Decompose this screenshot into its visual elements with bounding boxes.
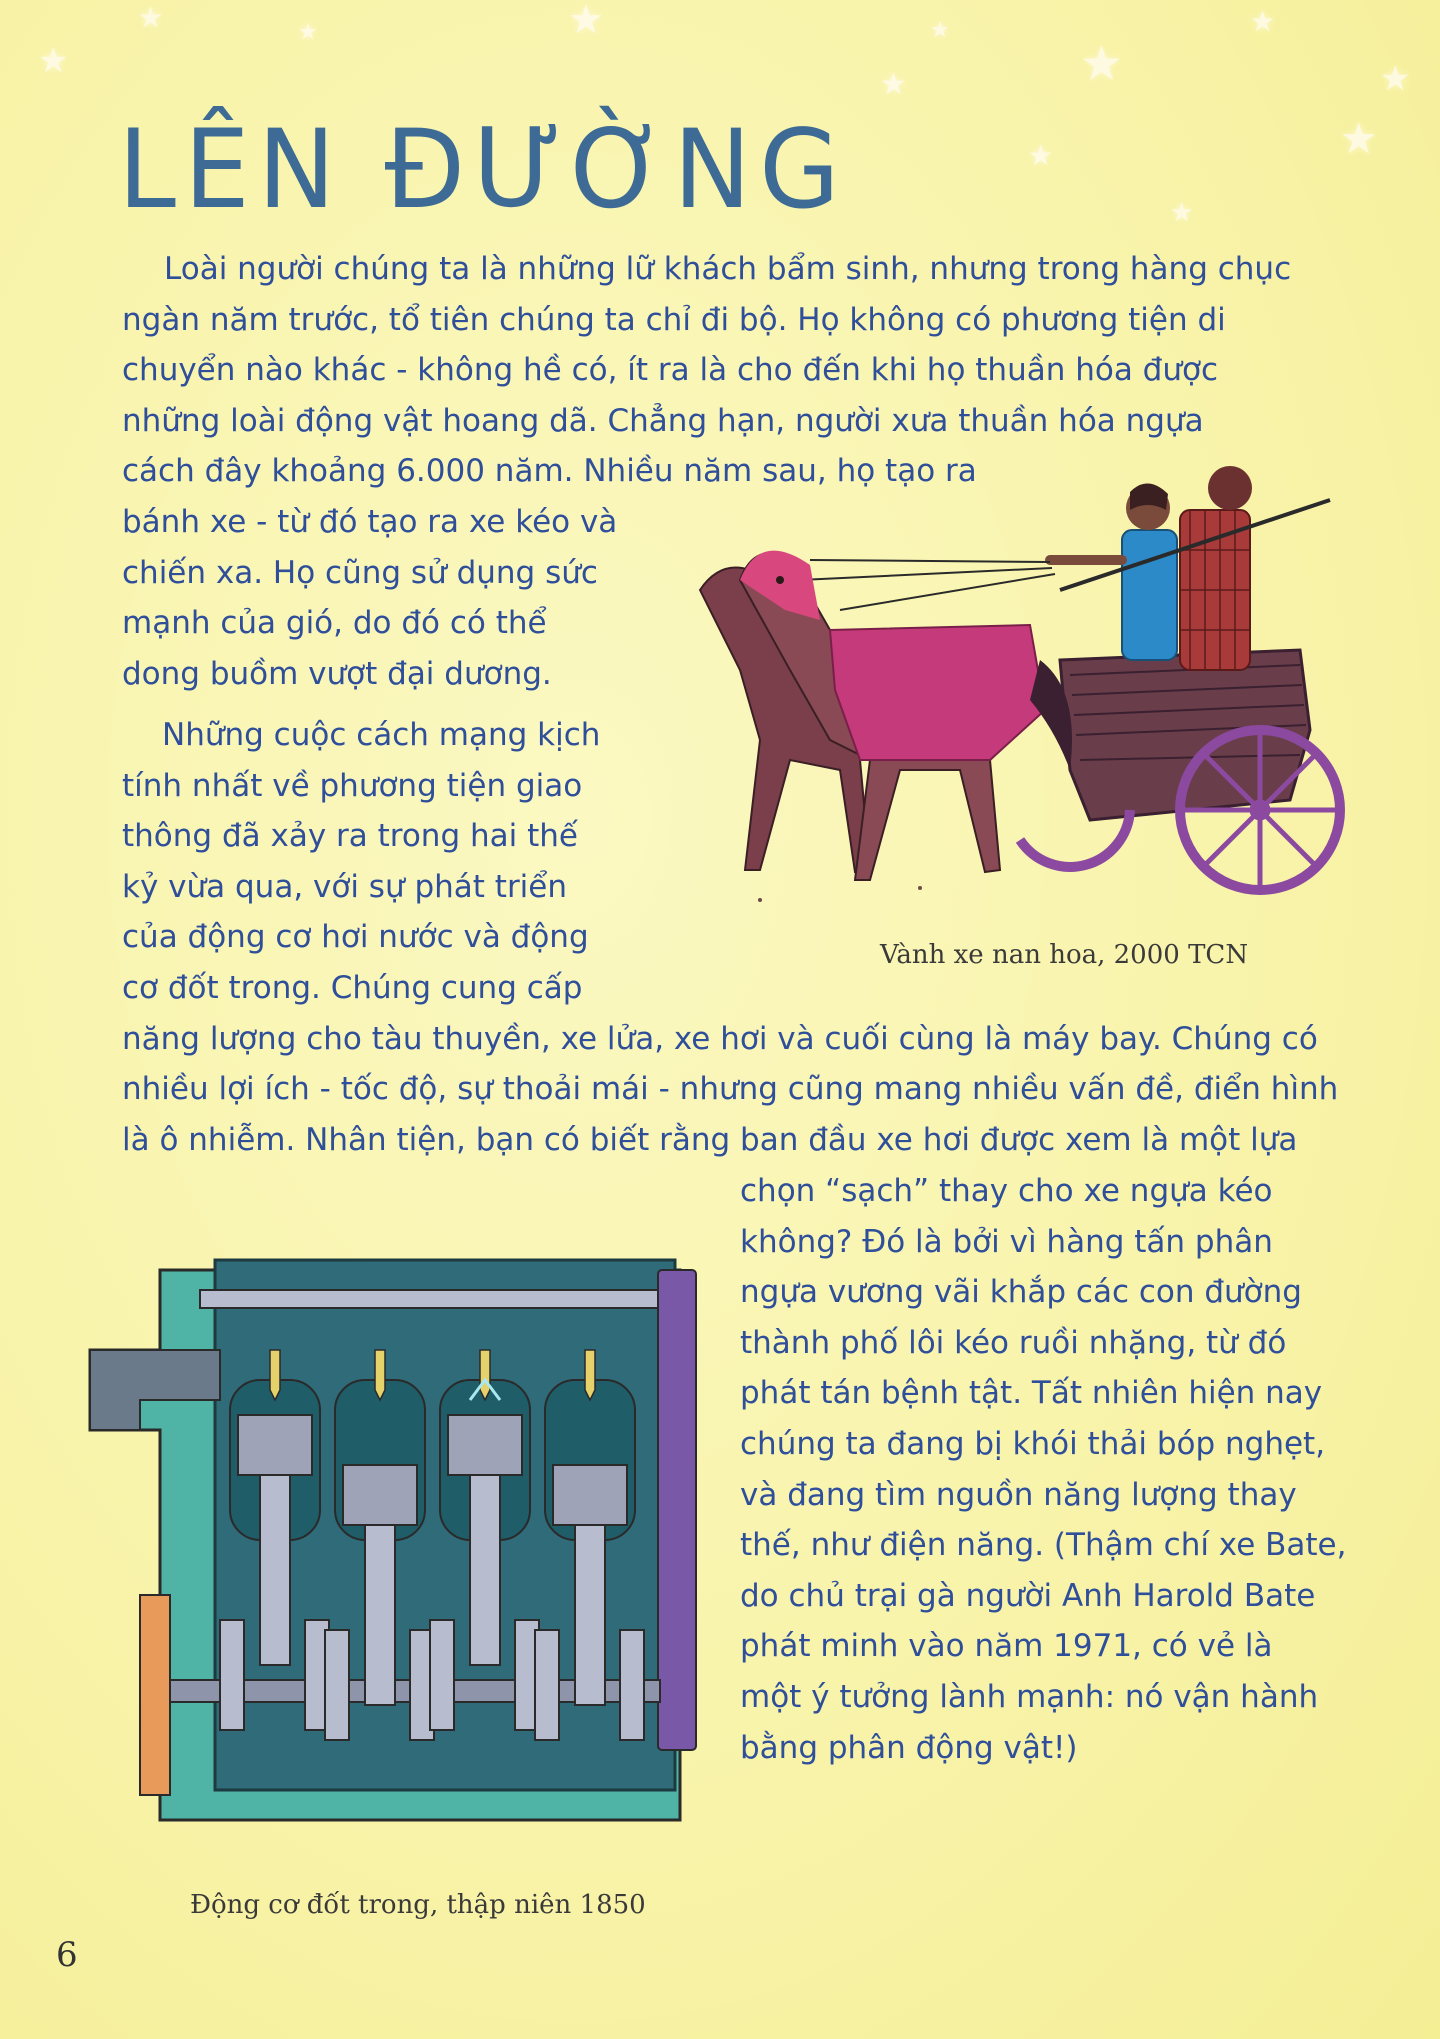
text-line: chuyển nào khác - không hề có, ít ra là cho đến khi họ thuần hóa được bbox=[122, 352, 1219, 389]
star-icon: ★ bbox=[1340, 114, 1378, 163]
text-line: phát tán bệnh tật. Tất nhiên hiện nay bbox=[740, 1375, 1323, 1412]
star-icon: ★ bbox=[138, 1, 164, 34]
page-number: 6 bbox=[56, 1935, 78, 1975]
text-line: thế, như điện năng. (Thậm chí xe Bate, bbox=[740, 1527, 1347, 1564]
reins bbox=[800, 560, 1055, 610]
rider-spearman bbox=[1060, 466, 1330, 670]
text-line: tính nhất về phương tiện giao bbox=[122, 767, 583, 804]
star-icon: ★ bbox=[1170, 198, 1194, 228]
star-icon: ★ bbox=[38, 41, 69, 81]
text-line: bằng phân động vật!) bbox=[740, 1729, 1078, 1766]
chariot-caption: Vành xe nan hoa, 2000 TCN bbox=[880, 940, 1249, 970]
text-line: cơ đốt trong. Chúng cung cấp bbox=[122, 969, 583, 1006]
text-line: dong buồm vượt đại dương. bbox=[122, 655, 552, 692]
text-line: những loài động vật hoang dã. Chẳng hạn, người xưa thuần hóa ngựa bbox=[122, 402, 1204, 439]
text-line: nhiều lợi ích - tốc độ, sự thoải mái - nhưng cũng mang nhiều vấn đề, điển hình bbox=[122, 1071, 1339, 1108]
text-line: mạnh của gió, do đó có thể bbox=[122, 605, 547, 642]
crank-handle bbox=[140, 1595, 170, 1795]
text-line: chúng ta đang bị khói thải bóp nghẹt, bbox=[740, 1425, 1326, 1462]
star-icon: ★ bbox=[1250, 5, 1276, 38]
star-icon: ★ bbox=[568, 0, 604, 43]
text-line: ngựa vương vãi khắp các con đường bbox=[740, 1274, 1302, 1311]
star-icon: ★ bbox=[1028, 139, 1054, 172]
text-line: bánh xe - từ đó tạo ra xe kéo và bbox=[122, 503, 618, 540]
text-line: của động cơ hơi nước và động bbox=[122, 919, 589, 956]
star-icon: ★ bbox=[1380, 59, 1411, 99]
chariot-wheel bbox=[1180, 730, 1340, 890]
text-line: kỷ vừa qua, với sự phát triển bbox=[122, 868, 568, 905]
text-line: năng lượng cho tàu thuyền, xe lửa, xe hơi và cuối cùng là máy bay. Chúng có bbox=[122, 1020, 1318, 1057]
text-line: phát minh vào năm 1971, có vẻ là bbox=[740, 1628, 1273, 1665]
text-line: chiến xa. Họ cũng sử dụng sức bbox=[122, 554, 598, 591]
bate-paragraph bbox=[740, 1166, 1346, 1773]
engine-caption: Động cơ đốt trong, thập niên 1850 bbox=[190, 1890, 646, 1920]
text-line: là ô nhiễm. Nhân tiện, bạn có biết rằng ban đầu xe hơi được xem là một lựa bbox=[122, 1121, 1298, 1158]
text-line: không? Đó là bởi vì hàng tấn phân bbox=[740, 1223, 1273, 1260]
engine-illustration bbox=[80, 1250, 700, 1850]
text-line: Những cuộc cách mạng kịch bbox=[162, 717, 601, 753]
chariot-illustration bbox=[660, 470, 1360, 910]
camshaft bbox=[200, 1290, 660, 1308]
text-line: do chủ trại gà người Anh Harold Bate bbox=[740, 1577, 1316, 1614]
star-icon: ★ bbox=[930, 18, 950, 43]
text-line: một ý tưởng lành mạnh: nó vận hành bbox=[740, 1678, 1319, 1715]
text-line: chọn “sạch” thay cho xe ngựa kéo bbox=[740, 1173, 1273, 1209]
text-line: thành phố lôi kéo ruồi nhặng, từ đó bbox=[740, 1324, 1287, 1361]
star-icon: ★ bbox=[298, 20, 318, 45]
text-line: Loài người chúng ta là những lữ khách bẩm sinh, nhưng trong hàng chục bbox=[164, 251, 1292, 287]
star-icon: ★ bbox=[880, 67, 907, 102]
text-line: ngàn năm trước, tổ tiên chúng ta chỉ đi bộ. Họ không có phương tiện di bbox=[122, 301, 1226, 338]
timing-belt bbox=[658, 1270, 696, 1750]
text-line: cách đây khoảng 6.000 năm. Nhiều năm sau, họ tạo ra bbox=[122, 453, 977, 490]
text-line: thông đã xảy ra trong hai thế bbox=[122, 818, 578, 855]
page-title: LÊN ĐƯỜNG bbox=[118, 104, 848, 234]
ground-marks bbox=[749, 849, 923, 903]
star-icon: ★ bbox=[1080, 36, 1124, 92]
text-line: và đang tìm nguồn năng lượng thay bbox=[740, 1476, 1297, 1513]
